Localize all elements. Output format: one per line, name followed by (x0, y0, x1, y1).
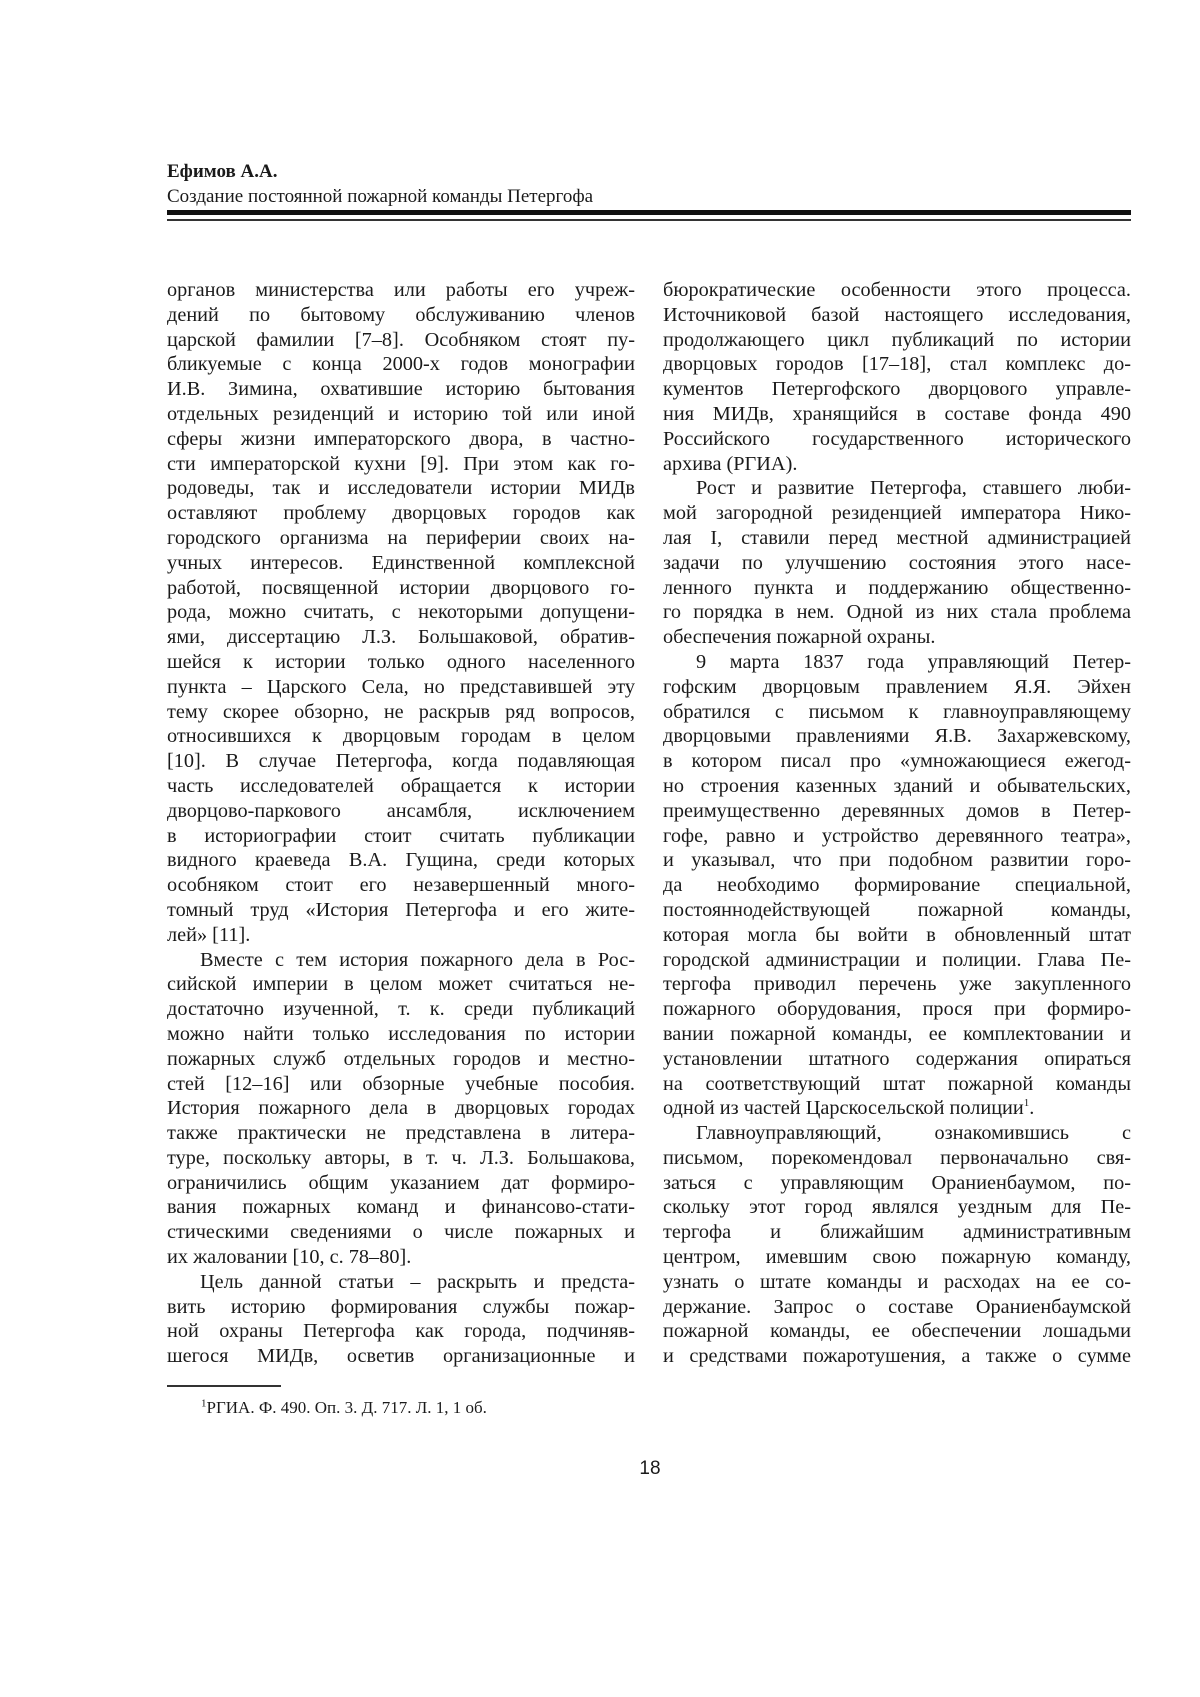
text-line-content: дворцовыми правлениями Я.В. Захаржевскому, (663, 725, 1131, 747)
text-line-content: лей» [11]. (167, 924, 250, 946)
text-line (663, 1146, 1131, 1171)
text-line-content: 9 марта 1837 года управляющий Петер- (696, 651, 1131, 673)
text-line-content: родоведы, так и исследователи истории МИДв (167, 477, 635, 499)
text-line-content: лая I, ставили перед местной администрацией (663, 527, 1131, 549)
text-line-content: История пожарного дела в дворцовых городах (167, 1097, 635, 1119)
text-line (167, 1072, 635, 1097)
text-line (167, 1245, 635, 1270)
text-line-content: которая могла бы войти в обновленный штат (663, 924, 1131, 946)
text-line (167, 1195, 635, 1220)
text-line (167, 700, 635, 725)
header-rule-thick (167, 210, 1131, 215)
text-line-content: также практически не представлена в литера- (167, 1122, 635, 1144)
text-line-content: рода, можно считать, с некоторыми допущени- (167, 601, 635, 623)
text-line (167, 650, 635, 675)
text-line (167, 724, 635, 749)
text-line (663, 1121, 1131, 1146)
text-line (167, 1319, 635, 1344)
text-line-content: шейся к истории только одного населенного (167, 651, 635, 673)
text-line-content: стическими сведениями о числе пожарных и (167, 1221, 635, 1243)
text-line-content: относившихся к дворцовым городам в целом (167, 725, 635, 747)
text-line-content: обратился с письмом к главноуправляющему (663, 701, 1131, 723)
text-line-content: Рост и развитие Петергофа, ставшего люби- (696, 477, 1131, 499)
text-line (663, 774, 1131, 799)
text-line (663, 1096, 1131, 1121)
text-line-content: ния МИДв, хранящийся в составе фонда 490 (663, 403, 1131, 425)
text-line (167, 848, 635, 873)
text-line (167, 377, 635, 402)
text-line-content: тергофа приводил перечень уже закупленного (663, 973, 1131, 995)
text-line (167, 749, 635, 774)
text-line (167, 476, 635, 501)
text-line (663, 1195, 1131, 1220)
text-line (167, 278, 635, 303)
text-line (167, 948, 635, 973)
text-line (167, 1171, 635, 1196)
text-line-content: архива (РГИА). (663, 453, 797, 475)
text-line (663, 848, 1131, 873)
text-line-content: гофским дворцовым правлением Я.Я. Эйхен (663, 676, 1131, 698)
paragraph (663, 650, 1131, 1121)
text-line (663, 427, 1131, 452)
text-line (167, 1344, 635, 1369)
text-line-content: но строения казенных зданий и обывательских, (663, 775, 1131, 797)
text-line-content: тему скорее обзорно, не раскрыв ряд вопросов, (167, 701, 635, 723)
text-line-content: Главноуправляющий, ознакомившись с (696, 1122, 1131, 1144)
text-line (663, 873, 1131, 898)
paragraph (167, 1270, 635, 1369)
text-line (167, 526, 635, 551)
text-line-content: продолжающего цикл публикаций по истории (663, 329, 1131, 351)
text-line-content: го порядка в нем. Одной из них стала проблема (663, 601, 1131, 623)
text-line-content: томный труд «История Петергофа и его жите- (167, 899, 635, 921)
footnote-marker: 1 (201, 1397, 207, 1409)
text-line-content: достаточно изученной, т. к. среди публикаций (167, 998, 635, 1020)
text-line (663, 650, 1131, 675)
text-line (167, 600, 635, 625)
text-line-content: сферы жизни императорского двора, в частно- (167, 428, 635, 450)
text-line (663, 1047, 1131, 1072)
text-line-content: особняком стоит его незавершенный много- (167, 874, 635, 896)
text-line (167, 824, 635, 849)
text-line-content: скольку этот город являлся уездным для Пе- (663, 1196, 1131, 1218)
text-line (663, 923, 1131, 948)
text-line (167, 774, 635, 799)
text-line-content: дений по бытовому обслуживанию членов (167, 304, 635, 326)
paragraph (167, 278, 635, 948)
text-line (663, 1022, 1131, 1047)
text-line-content: органов министерства или работы его учреж- (167, 279, 635, 301)
text-line-content: стей [12–16] или обзорные учебные пособия. (167, 1073, 635, 1095)
text-line (663, 625, 1131, 650)
text-line (167, 1022, 635, 1047)
text-line-content: [10]. В случае Петергофа, когда подавляющая (167, 750, 635, 772)
text-line (663, 328, 1131, 353)
right-column (663, 278, 1131, 1369)
text-line (663, 1270, 1131, 1295)
text-line (663, 576, 1131, 601)
text-line-content: И.В. Зимина, охватившие историю бытования (167, 378, 635, 400)
text-line (663, 402, 1131, 427)
text-line-content: ями, диссертацию Л.З. Большаковой, обратив- (167, 626, 635, 648)
text-line (663, 1171, 1131, 1196)
text-line-content: одной из частей Царскосельской полиции (663, 1097, 1024, 1119)
text-line (663, 551, 1131, 576)
paragraph (663, 476, 1131, 650)
text-line (663, 972, 1131, 997)
text-line (663, 1220, 1131, 1245)
footnote-text: РГИА. Ф. 490. Оп. 3. Д. 717. Л. 1, 1 об. (207, 1398, 487, 1417)
text-line (663, 600, 1131, 625)
text-line-content: ограничились общим указанием дат формиро- (167, 1172, 635, 1194)
text-line (663, 997, 1131, 1022)
header-rule-thin (167, 219, 1131, 221)
text-line-content: туре, поскольку авторы, в т. ч. Л.З. Большакова, (167, 1147, 635, 1169)
text-line-content: письмом, порекомендовал первоначально свя- (663, 1147, 1131, 1169)
text-line (663, 898, 1131, 923)
text-line (167, 402, 635, 427)
text-line (167, 501, 635, 526)
text-line (663, 1344, 1131, 1369)
text-line (167, 873, 635, 898)
text-line (663, 799, 1131, 824)
text-line (167, 1295, 635, 1320)
text-line-content: пожарных служб отдельных городов и местно- (167, 1048, 635, 1070)
text-line-content: городского организма на периферии своих на- (167, 527, 635, 549)
paragraph (663, 1121, 1131, 1369)
text-line (663, 1295, 1131, 1320)
text-line-content: на соответствующий штат пожарной команды (663, 1073, 1131, 1095)
text-line-content: часть исследователей обращается к истории (167, 775, 635, 797)
page-number: 18 (630, 1458, 670, 1480)
text-line (167, 1096, 635, 1121)
text-line-content: преимущественно деревянных домов в Петер- (663, 800, 1131, 822)
text-line (167, 352, 635, 377)
text-line (167, 799, 635, 824)
text-line (167, 1047, 635, 1072)
text-line-content: мой загородной резиденцией императора Нико- (663, 502, 1131, 524)
text-line-content: да необходимо формирование специальной, (663, 874, 1131, 896)
running-head-title: Создание постоянной пожарной команды Петергофа (167, 185, 593, 209)
text-line-content: учных интересов. Единственной комплексной (167, 552, 635, 574)
text-line-content: тергофа и ближайшим административным (663, 1221, 1131, 1243)
text-line-content: Источниковой базой настоящего исследования, (663, 304, 1131, 326)
text-line-content: ленного пункта и поддержанию общественно- (663, 577, 1131, 599)
text-line (663, 377, 1131, 402)
text-line (167, 1121, 635, 1146)
text-line (167, 1220, 635, 1245)
text-line (663, 452, 1131, 477)
text-line-content: центром, имевшим свою пожарную команду, (663, 1246, 1131, 1268)
text-line (167, 452, 635, 477)
text-line (663, 824, 1131, 849)
text-line (663, 501, 1131, 526)
text-line-content: кументов Петергофского дворцового управле- (663, 378, 1131, 400)
text-line-content: Российского государственного исторического (663, 428, 1131, 450)
text-line-content: узнать о штате команды и расходах на ее со- (663, 1271, 1131, 1293)
text-line (167, 675, 635, 700)
text-line-content: вания пожарных команд и финансово-стати- (167, 1196, 635, 1218)
text-line (663, 1072, 1131, 1097)
text-line-content: держание. Запрос о составе Ораниенбаумской (663, 1296, 1131, 1318)
footnote-separator (167, 1385, 281, 1387)
text-line (167, 1146, 635, 1171)
text-line-content: обеспечения пожарной охраны. (663, 626, 935, 648)
running-head-author: Ефимов А.А. (167, 160, 277, 184)
text-line (663, 675, 1131, 700)
text-line-content: шегося МИДв, осветив организационные и (167, 1345, 635, 1367)
text-line-content: гофе, равно и устройство деревянного театра», (663, 825, 1131, 847)
text-line-content: бюрократические особенности этого процесса. (663, 279, 1131, 301)
text-line (663, 303, 1131, 328)
text-line-content: вании пожарной команды, ее комплектовании и (663, 1023, 1131, 1045)
text-line (663, 1245, 1131, 1270)
text-line-content: можно найти только исследования по истории (167, 1023, 635, 1045)
text-line (663, 700, 1131, 725)
text-line (663, 476, 1131, 501)
text-line (167, 972, 635, 997)
text-line-content: в котором писал про «умножающиеся ежегод- (663, 750, 1131, 772)
text-line (663, 1319, 1131, 1344)
text-line (663, 948, 1131, 973)
paragraph (663, 278, 1131, 476)
text-line (167, 997, 635, 1022)
text-line-content: дворцовых городов [17–18], стал комплекс до- (663, 353, 1131, 375)
text-line-content: Вместе с тем история пожарного дела в Рос- (200, 949, 635, 971)
text-line (167, 1270, 635, 1295)
text-line-content: заться с управляющим Ораниенбаумом, по- (663, 1172, 1131, 1194)
footnote (201, 1397, 487, 1419)
text-line (167, 923, 635, 948)
text-line-content: царской фамилии [7–8]. Особняком стоят пу- (167, 329, 635, 351)
text-line (663, 749, 1131, 774)
text-line-content: городской администрации и полиции. Глава Пе- (663, 949, 1131, 971)
text-line-content: отдельных резиденций и историю той или иной (167, 403, 635, 425)
text-line (167, 576, 635, 601)
text-line-content: и средствами пожаротушения, а также о сумме (663, 1345, 1131, 1367)
text-line (663, 526, 1131, 551)
text-line (663, 352, 1131, 377)
text-line-content: оставляют проблему дворцовых городов как (167, 502, 635, 524)
text-line-content: Цель данной статьи – раскрыть и предста- (200, 1271, 635, 1293)
text-line-content: в историографии стоит считать публикации (167, 825, 635, 847)
text-line-content: постояннодействующей пожарной команды, (663, 899, 1131, 921)
text-line-content: работой, посвященной истории дворцового го- (167, 577, 635, 599)
text-line (167, 303, 635, 328)
text-line (663, 724, 1131, 749)
text-line-content: бликуемые с конца 2000-х годов монографии (167, 353, 635, 375)
text-line (167, 625, 635, 650)
text-line (167, 898, 635, 923)
text-line-content: пожарного оборудования, прося при формиро- (663, 998, 1131, 1020)
text-line (167, 328, 635, 353)
text-line-content: ной охраны Петергофа как города, подчиняв- (167, 1320, 635, 1342)
text-line (167, 551, 635, 576)
text-line-content: задачи по улучшению состояния этого насе- (663, 552, 1131, 574)
text-line (167, 427, 635, 452)
footnote-trailing-punctuation: . (1029, 1097, 1034, 1119)
text-line-content: вить историю формирования службы пожар- (167, 1296, 635, 1318)
footnote-reference[interactable]: 1 (1024, 1098, 1030, 1110)
text-line-content: сийской империи в целом может считаться не- (167, 973, 635, 995)
text-line-content: видного краеведа В.А. Гущина, среди которых (167, 849, 635, 871)
text-line-content: пункта – Царского Села, но представившей эту (167, 676, 635, 698)
text-line-content: установлении штатного содержания опираться (663, 1048, 1131, 1070)
paragraph (167, 948, 635, 1270)
text-line (663, 278, 1131, 303)
text-line-content: их жаловании [10, с. 78–80]. (167, 1246, 411, 1268)
text-line-content: и указывал, что при подобном развитии горо- (663, 849, 1131, 871)
text-line-content: сти императорской кухни [9]. При этом как го- (167, 453, 635, 475)
left-column (167, 278, 635, 1369)
text-line-content: пожарной команды, ее обеспечении лошадьми (663, 1320, 1131, 1342)
text-line-content: дворцово-паркового ансамбля, исключением (167, 800, 635, 822)
